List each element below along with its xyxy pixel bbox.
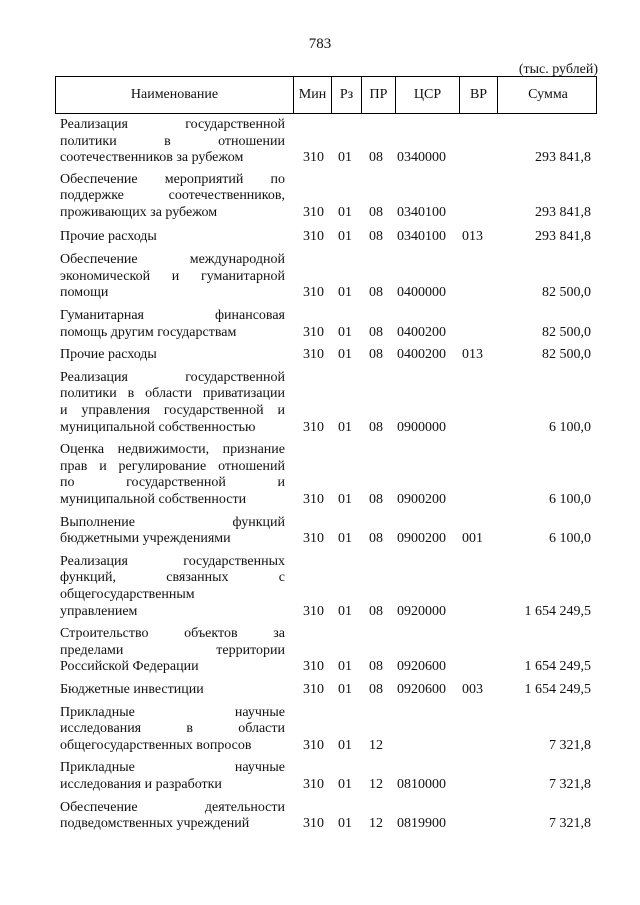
row-name [60,229,285,246]
row-name-line: Реализация государственной [60,117,285,132]
row-name-line: Обеспечение мероприятий по [60,171,285,187]
row-name [60,370,285,436]
row-csr: 0340100 [397,228,446,244]
units-note: (тыс. рублей) [518,62,598,77]
row-csr: 0340100 [397,205,446,220]
row-name [60,117,285,167]
row-min: 310 [303,285,324,301]
row-name [60,172,285,222]
row-rz: 01 [338,228,352,244]
row-csr: 0900000 [397,419,446,435]
row-pr: 08 [369,228,383,244]
row-sum: 6 100,0 [549,419,591,435]
row-rz: 01 [338,531,352,547]
row-vr: 013 [462,347,483,363]
table-row [0,347,640,364]
row-rz: 01 [338,419,352,435]
row-sum: 293 841,8 [535,205,591,220]
row-pr: 08 [369,531,383,547]
row-csr: 0920600 [397,681,446,697]
row-name-line: пределами территории [60,642,285,658]
table-row [0,172,640,222]
row-pr: 08 [369,419,383,435]
table-row [0,682,640,699]
row-name-line: управлением [60,603,138,619]
row-rz: 01 [338,205,352,220]
row-pr: 12 [369,737,383,753]
table-body [0,117,640,839]
row-pr: 08 [369,324,383,340]
row-name-line: общегосударственных вопросов [60,737,252,753]
row-sum: 7 321,8 [549,737,591,753]
row-csr: 0920600 [397,659,446,675]
row-csr: 0340000 [397,150,446,166]
row-name-line: общегосударственным [60,586,195,602]
row-name-line: муниципальной собственностью [60,419,256,435]
row-name-line: помощь другим государствам [60,324,237,340]
row-name-line: экономической и гуманитарной [60,268,285,284]
row-pr: 08 [369,205,383,220]
row-csr: 0400200 [397,347,446,363]
table-row [0,370,640,436]
row-sum: 82 500,0 [542,347,591,363]
row-name [60,554,285,620]
row-rz: 01 [338,737,352,753]
row-rz: 01 [338,285,352,301]
row-min: 310 [303,491,324,507]
row-rz: 01 [338,603,352,619]
row-name [60,682,285,699]
row-csr: 0819900 [397,816,446,832]
row-name-line: Обеспечение международной [60,252,285,268]
row-sum: 1 654 249,5 [524,681,591,697]
row-csr: 0810000 [397,776,446,792]
row-csr: 0900200 [397,491,446,507]
row-rz: 01 [338,776,352,792]
row-pr: 08 [369,681,383,697]
row-sum: 293 841,8 [535,150,591,166]
row-rz: 01 [338,816,352,832]
row-sum: 82 500,0 [542,324,591,340]
page-number: 783 [308,36,332,52]
row-name-line: Обеспечение деятельности [60,799,285,815]
row-name [60,308,285,341]
table-row [0,229,640,246]
row-name-line: Реализация государственных [60,553,285,569]
row-name-line: по государственной и [60,475,285,491]
row-name-line: исследования в области [60,721,285,737]
row-name-line: бюджетными учреждениями [60,531,231,547]
row-name [60,442,285,508]
row-csr: 0400000 [397,285,446,301]
row-name-line: Бюджетные инвестиции [60,681,204,697]
row-rz: 01 [338,150,352,166]
row-sum: 82 500,0 [542,285,591,301]
row-name-line: политики в области приватизации [60,386,285,402]
row-pr: 08 [369,347,383,363]
row-min: 310 [303,531,324,547]
header-name: Наименование [130,87,219,102]
row-sum: 6 100,0 [549,531,591,547]
row-name-line: Строительство объектов за [60,626,285,642]
row-name-line: и управления государственной и [60,402,285,418]
row-csr: 0900200 [397,531,446,547]
row-min: 310 [303,150,324,166]
row-rz: 01 [338,659,352,675]
table-row [0,705,640,755]
table-row [0,554,640,620]
row-name [60,626,285,676]
table-row [0,442,640,508]
row-sum: 7 321,8 [549,776,591,792]
row-min: 310 [303,347,324,363]
row-min: 310 [303,205,324,220]
row-name-line: Прочие расходы [60,347,157,363]
row-pr: 12 [369,816,383,832]
row-pr: 08 [369,659,383,675]
row-name-line: Гуманитарная финансовая [60,307,285,323]
row-pr: 08 [369,150,383,166]
row-name-line: Прикладные научные [60,704,285,720]
row-name-line: функций, связанных с [60,570,285,586]
row-min: 310 [303,228,324,244]
row-pr: 08 [369,285,383,301]
table-row [0,800,640,833]
row-pr: 12 [369,776,383,792]
row-name-line: проживающих за рубежом [60,204,218,220]
row-csr: 0400200 [397,324,446,340]
row-rz: 01 [338,324,352,340]
row-min: 310 [303,737,324,753]
table-row [0,626,640,676]
row-name-line: Российской Федерации [60,659,199,675]
row-rz: 01 [338,347,352,363]
row-name [60,800,285,833]
row-min: 310 [303,324,324,340]
row-name [60,515,285,548]
row-name-line: Выполнение функций [60,514,285,530]
row-vr: 003 [462,681,483,697]
row-min: 310 [303,659,324,675]
row-min: 310 [303,419,324,435]
row-name-line: подведомственных учреждений [60,816,250,832]
row-vr: 013 [462,228,483,244]
row-name-line: Прочие расходы [60,228,157,244]
row-min: 310 [303,776,324,792]
table-row [0,515,640,548]
row-name-line: Оценка недвижимости, признание [60,442,285,458]
row-name-line: Реализация государственной [60,369,285,385]
table-row [0,117,640,167]
table-row [0,308,640,341]
header-csr: ЦСР [395,77,459,113]
row-name-line: поддержке соотечественников, [60,188,285,204]
row-sum: 1 654 249,5 [524,659,591,675]
header-vr: ВР [459,77,497,113]
row-min: 310 [303,681,324,697]
row-name-line: соотечественников за рубежом [60,150,244,166]
row-name [60,760,285,793]
table-row [0,760,640,793]
row-sum: 7 321,8 [549,816,591,832]
header-sum: Сумма [497,77,598,113]
row-name-line: Прикладные научные [60,760,285,776]
header-min: Мин [293,77,331,113]
row-sum: 1 654 249,5 [524,603,591,619]
row-rz: 01 [338,491,352,507]
row-name-line: прав и регулирование отношений [60,458,285,474]
header-pr: ПР [361,77,395,113]
row-name [60,252,285,302]
row-pr: 08 [369,491,383,507]
row-rz: 01 [338,681,352,697]
row-name-line: помощи [60,285,109,301]
row-name-line: политики в отношении [60,133,285,149]
row-min: 310 [303,603,324,619]
row-name [60,347,285,364]
row-csr: 0920000 [397,603,446,619]
header-rz: Рз [331,77,361,113]
row-vr: 001 [462,531,483,547]
row-name [60,705,285,755]
row-pr: 08 [369,603,383,619]
row-name-line: исследования и разработки [60,776,222,792]
row-sum: 293 841,8 [535,228,591,244]
table-row [0,252,640,302]
row-sum: 6 100,0 [549,491,591,507]
table-header [55,76,597,114]
row-min: 310 [303,816,324,832]
row-name-line: муниципальной собственности [60,491,247,507]
